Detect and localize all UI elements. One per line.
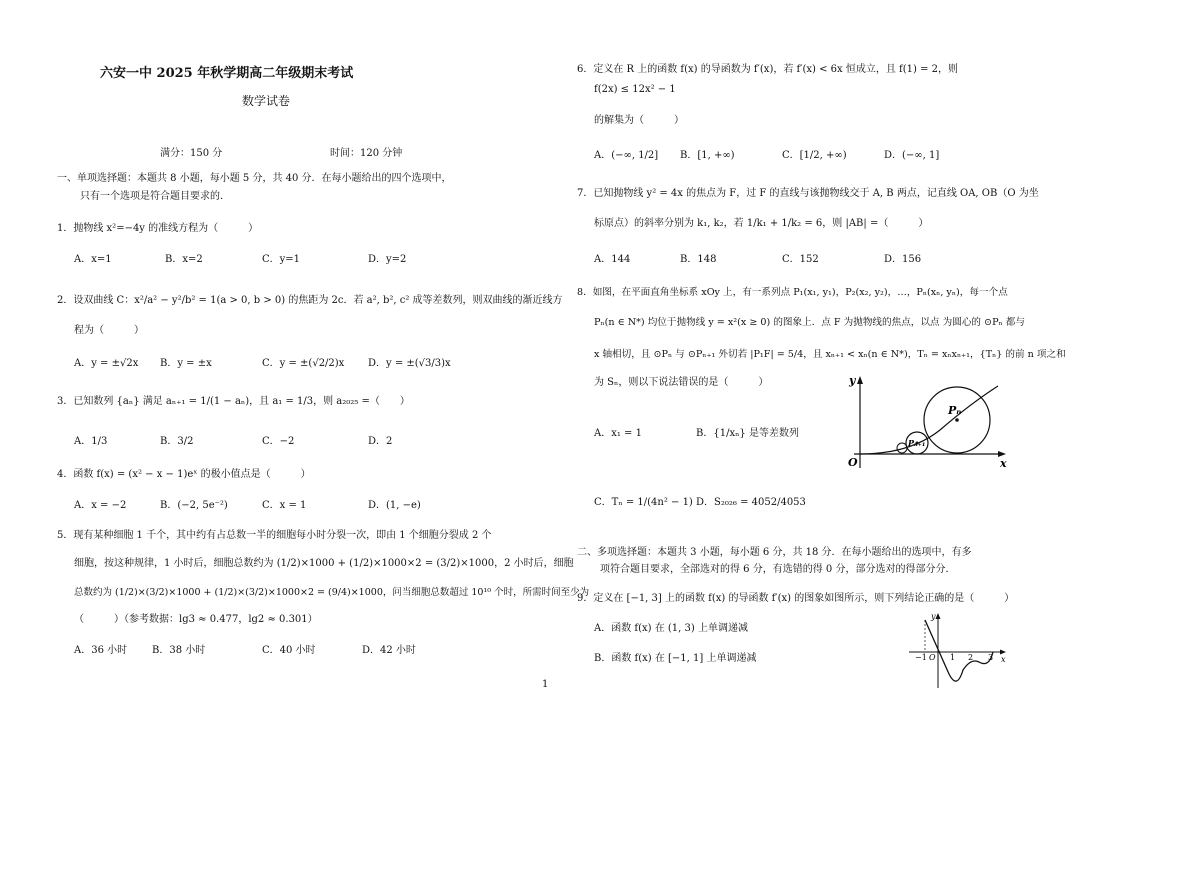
q4-option-d: D．(1, −e) (368, 500, 421, 511)
q5-line2: 细胞，按这种规律，1 小时后，细胞总数约为 (1/2)×1000 + (1/2)×1000×2 = (3/2)×1000，2 小时后，细胞 (74, 558, 574, 569)
q6-line1: 6．定义在 R 上的函数 f(x) 的导函数为 f′(x)，若 f′(x) < 6x 恒成立，且 f(1) = 2，则 (577, 64, 958, 75)
q7-option-b: B．148 (680, 254, 717, 265)
q7-line2: 标原点）的斜率分别为 k₁, k₂，若 1/k₁ + 1/k₂ = 6，则 |AB| =（ ） (594, 218, 929, 229)
q8-option-c: C．Tₙ = 1/(4n² − 1) (594, 497, 693, 508)
q5-line3: 总数约为 (1/2)×(3/2)×1000 + (1/2)×(3/2)×1000×2 = (9/4)×1000，问当细胞总数超过 10¹⁰ 个时，所需时间至少为 (74, 587, 590, 598)
q8-y-arrow (857, 376, 863, 384)
q8-option-d: D．S₂₀₂₆ = 4052/4053 (696, 497, 806, 508)
q7-option-d: D．156 (884, 254, 922, 265)
q6-option-b: B．[1, +∞) (680, 150, 735, 161)
q3-option-a: A．1/3 (74, 436, 108, 447)
page-number: 1 (542, 679, 549, 690)
q2-option-b: B．y = ±x (160, 358, 212, 369)
q3-option-b: B．3/2 (160, 436, 194, 447)
exam-time: 时间：120 分钟 (330, 148, 403, 159)
q1-option-c: C．y=1 (262, 254, 301, 265)
q2-option-a: A．y = ±√2x (74, 358, 139, 369)
q8-label-o: O (848, 456, 858, 469)
q6-line3: 的解集为（ ） (594, 115, 684, 126)
q4-option-b: B．(−2, 5e⁻²) (160, 500, 228, 511)
section2-line1: 二、多项选择题：本题共 3 小题，每小题 6 分，共 18 分．在每小题给出的选项中，有多 (577, 547, 972, 558)
q9-label-o: O (929, 653, 936, 662)
q3-stem: 3．已知数列 {aₙ} 满足 aₙ₊₁ = 1/(1 − aₙ)，且 a₁ = 1/3，则 a₂₀₂₅ =（ ） (57, 396, 410, 407)
section1-line1: 一、单项选择题：本题共 8 小题，每小题 5 分，共 40 分．在每小题给出的四个选项中， (57, 173, 452, 184)
q9-option-a: A．函数 f(x) 在 (1, 3) 上单调递减 (594, 623, 748, 634)
q5-option-a: A．36 小时 (74, 645, 128, 656)
q5-option-c: C．40 小时 (262, 645, 316, 656)
q2-option-c: C．y = ±(√2/2)x (262, 358, 345, 369)
q5-line1: 5．现有某种细胞 1 千个，其中约有占总数一半的细胞每小时分裂一次，即由 1 个细胞分裂成 2 个 (57, 530, 492, 541)
q7-option-c: C．152 (782, 254, 819, 265)
q8-line4: 为 Sₙ，则以下说法错误的是（ ） (594, 377, 769, 388)
q9-label-1: 1 (950, 653, 956, 662)
q9-option-b: B．函数 f(x) 在 [−1, 1] 上单调递减 (594, 653, 757, 664)
exam-subject: 数学试卷 (242, 94, 291, 108)
q5-option-d: D．42 小时 (362, 645, 416, 656)
q9-label-x: x (1001, 655, 1006, 664)
q8-option-a: A．x₁ = 1 (594, 428, 642, 439)
q9-figure (905, 610, 1010, 690)
q1-option-a: A．x=1 (74, 254, 112, 265)
q8-figure (840, 372, 1020, 472)
q9-x-arrow (1000, 650, 1006, 655)
q9-label-m1: −1 (915, 653, 927, 662)
q9-derivative-curve (925, 620, 993, 681)
q3-option-d: D．2 (368, 436, 393, 447)
q4-option-c: C．x = 1 (262, 500, 307, 511)
q1-option-d: D．y=2 (368, 254, 407, 265)
q6-option-a: A．(−∞, 1/2] (594, 150, 659, 161)
q3-option-c: C．−2 (262, 436, 295, 447)
q1-stem: 1．抛物线 x²=−4y 的准线方程为（ ） (57, 223, 259, 234)
section2-line2: 项符合题目要求，全部选对的得 6 分，有选错的得 0 分，部分选对的得部分分． (600, 564, 956, 575)
q2-line2: 程为（ ） (74, 325, 144, 336)
full-score: 满分：150 分 (160, 148, 223, 159)
q4-option-a: A．x = −2 (74, 500, 127, 511)
q8-line3: x 轴相切，且 ⊙Pₙ 与 ⊙Pₙ₊₁ 外切若 |P₁F| = 5/4，且 xₙ₊₁ < xₙ(n ∈ N*)，Tₙ = xₙxₙ₊₁，{Tₙ} 的前 n 项之和 (594, 349, 1066, 360)
q7-option-a: A．144 (594, 254, 631, 265)
q9-label-y: y (931, 612, 936, 621)
q8-label-x: x (1000, 457, 1007, 470)
q9-label-2: 2 (968, 653, 974, 662)
q2-option-d: D．y = ±(√3/3)x (368, 358, 451, 369)
q4-stem: 4．函数 f(x) = (x² − x − 1)eˣ 的极小值点是（ ） (57, 469, 311, 480)
q6-line2: f(2x) ≤ 12x² − 1 (594, 84, 676, 95)
exam-title: 六安一中 2025 年秋学期高二年级期末考试 (100, 66, 354, 81)
q6-option-d: D．(−∞, 1] (884, 150, 940, 161)
q8-line1: 8．如图，在平面直角坐标系 xOy 上，有一系列点 P₁(x₁, y₁)，P₂(x₂, y₂)，…，Pₙ(xₙ, yₙ)，每一个点 (577, 287, 1008, 298)
q8-parabola (860, 386, 998, 454)
q5-line4: （ ）（参考数据：lg3 ≈ 0.477，lg2 ≈ 0.301） (74, 614, 318, 625)
q8-label-pn1: Pₙ₊₁ (908, 438, 926, 448)
q1-option-b: B．x=2 (165, 254, 203, 265)
q8-option-b: B．{1/xₙ} 是等差数列 (696, 428, 799, 439)
q8-label-y: y (849, 374, 856, 387)
q7-line1: 7．已知抛物线 y² = 4x 的焦点为 F，过 F 的直线与该抛物线交于 A, B 两点，记直线 OA, OB（O 为坐 (577, 188, 1039, 199)
q2-line1: 2．设双曲线 C：x²/a² − y²/b² = 1(a > 0, b > 0) 的焦距为 2c．若 a², b², c² 成等差数列，则双曲线的渐近线方 (57, 295, 563, 306)
q9-y-arrow (936, 613, 941, 619)
q6-option-c: C．[1/2, +∞) (782, 150, 847, 161)
q9-label-3: 3 (988, 653, 994, 662)
section1-line2: 只有一个选项是符合题目要求的． (80, 191, 230, 202)
q9-stem: 9．定义在 [−1, 3] 上的函数 f(x) 的导函数 f′(x) 的图象如图所示，则下列结论正确的是（ ） (577, 593, 1015, 604)
q8-center-pn (955, 418, 959, 422)
q8-label-pn: Pₙ (948, 404, 962, 417)
q8-line2: Pₙ(n ∈ N*) 均位于抛物线 y = x²(x ≥ 0) 的图象上．点 F 为抛物线的焦点，以点 为圆心的 ⊙Pₙ 都与 (594, 317, 1025, 328)
q5-option-b: B．38 小时 (152, 645, 206, 656)
